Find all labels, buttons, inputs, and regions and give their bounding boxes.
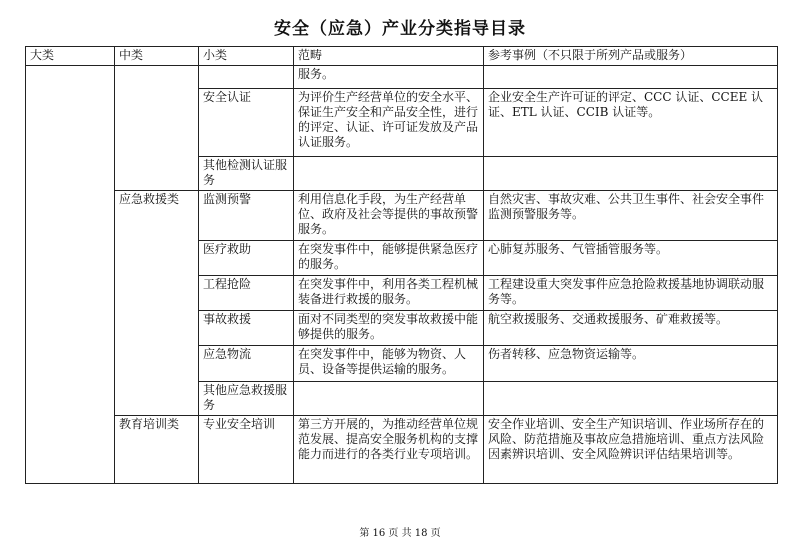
page-title: 安全（应急）产业分类指导目录 [274,19,526,39]
scope-cell: 服务。 [294,66,484,89]
header-small-category: 小类 [199,47,294,66]
small-category-cell: 事故救援 [199,311,294,346]
examples-cell: 工程建设重大突发事件应急抢险救援基地协调联动服务等。 [484,276,778,311]
small-category-cell: 应急物流 [199,346,294,382]
examples-cell: 安全作业培训、安全生产知识培训、作业场所存在的风险、防范措施及事故应急措施培训、重点方法风险因素辨识培训、安全风险辨识评估结果培训等。 [484,416,778,484]
scope-cell: 在突发事件中，能够提供紧急医疗的服务。 [294,241,484,276]
scope-cell [294,157,484,191]
medium-category-cell: 教育培训类 [115,416,199,484]
examples-cell [484,382,778,416]
header-major-category: 大类 [26,47,115,66]
examples-cell: 自然灾害、事故灾难、公共卫生事件、社会安全事件监测预警服务等。 [484,191,778,241]
examples-cell [484,66,778,89]
small-category-cell: 医疗救助 [199,241,294,276]
examples-cell: 航空救援服务、交通救援服务、矿难救援等。 [484,311,778,346]
scope-cell [294,382,484,416]
header-scope: 范畴 [294,47,484,66]
header-examples: 参考事例（不只限于所列产品或服务） [484,47,778,66]
scope-cell: 在突发事件中，利用各类工程机械装备进行救援的服务。 [294,276,484,311]
small-category-cell: 其他检测认证服务 [199,157,294,191]
page-footer: 第 16 页 共 18 页 [359,528,441,539]
small-category-cell [199,66,294,89]
small-category-cell: 工程抢险 [199,276,294,311]
small-category-cell: 监测预警 [199,191,294,241]
examples-cell: 企业安全生产许可证的评定、CCC 认证、CCEE 认证、ETL 认证、CCIB 认证等。 [484,89,778,157]
table-header-row [26,47,778,66]
major-category-cell [26,66,115,484]
scope-cell: 为评价生产经营单位的安全水平、保证生产安全和产品安全性，进行的评定、认证、许可证发放及产品认证服务。 [294,89,484,157]
small-category-cell: 安全认证 [199,89,294,157]
examples-cell [484,157,778,191]
scope-cell: 在突发事件中，能够为物资、人员、设备等提供运输的服务。 [294,346,484,382]
header-medium-category: 中类 [115,47,199,66]
examples-cell: 心肺复苏服务、气管插管服务等。 [484,241,778,276]
catalog-table [25,46,778,484]
table-row [26,416,778,484]
small-category-cell: 专业安全培训 [199,416,294,484]
scope-cell: 利用信息化手段，为生产经营单位、政府及社会等提供的事故预警服务。 [294,191,484,241]
table-row [26,191,778,241]
medium-category-cell [115,66,199,191]
examples-cell: 伤者转移、应急物资运输等。 [484,346,778,382]
table-row [26,66,778,89]
medium-category-cell: 应急救援类 [115,191,199,416]
scope-cell: 面对不同类型的突发事故救援中能够提供的服务。 [294,311,484,346]
scope-cell: 第三方开展的，为推动经营单位规范发展、提高安全服务机构的支撑能力而进行的各类行业专项培训。 [294,416,484,484]
small-category-cell: 其他应急救援服务 [199,382,294,416]
